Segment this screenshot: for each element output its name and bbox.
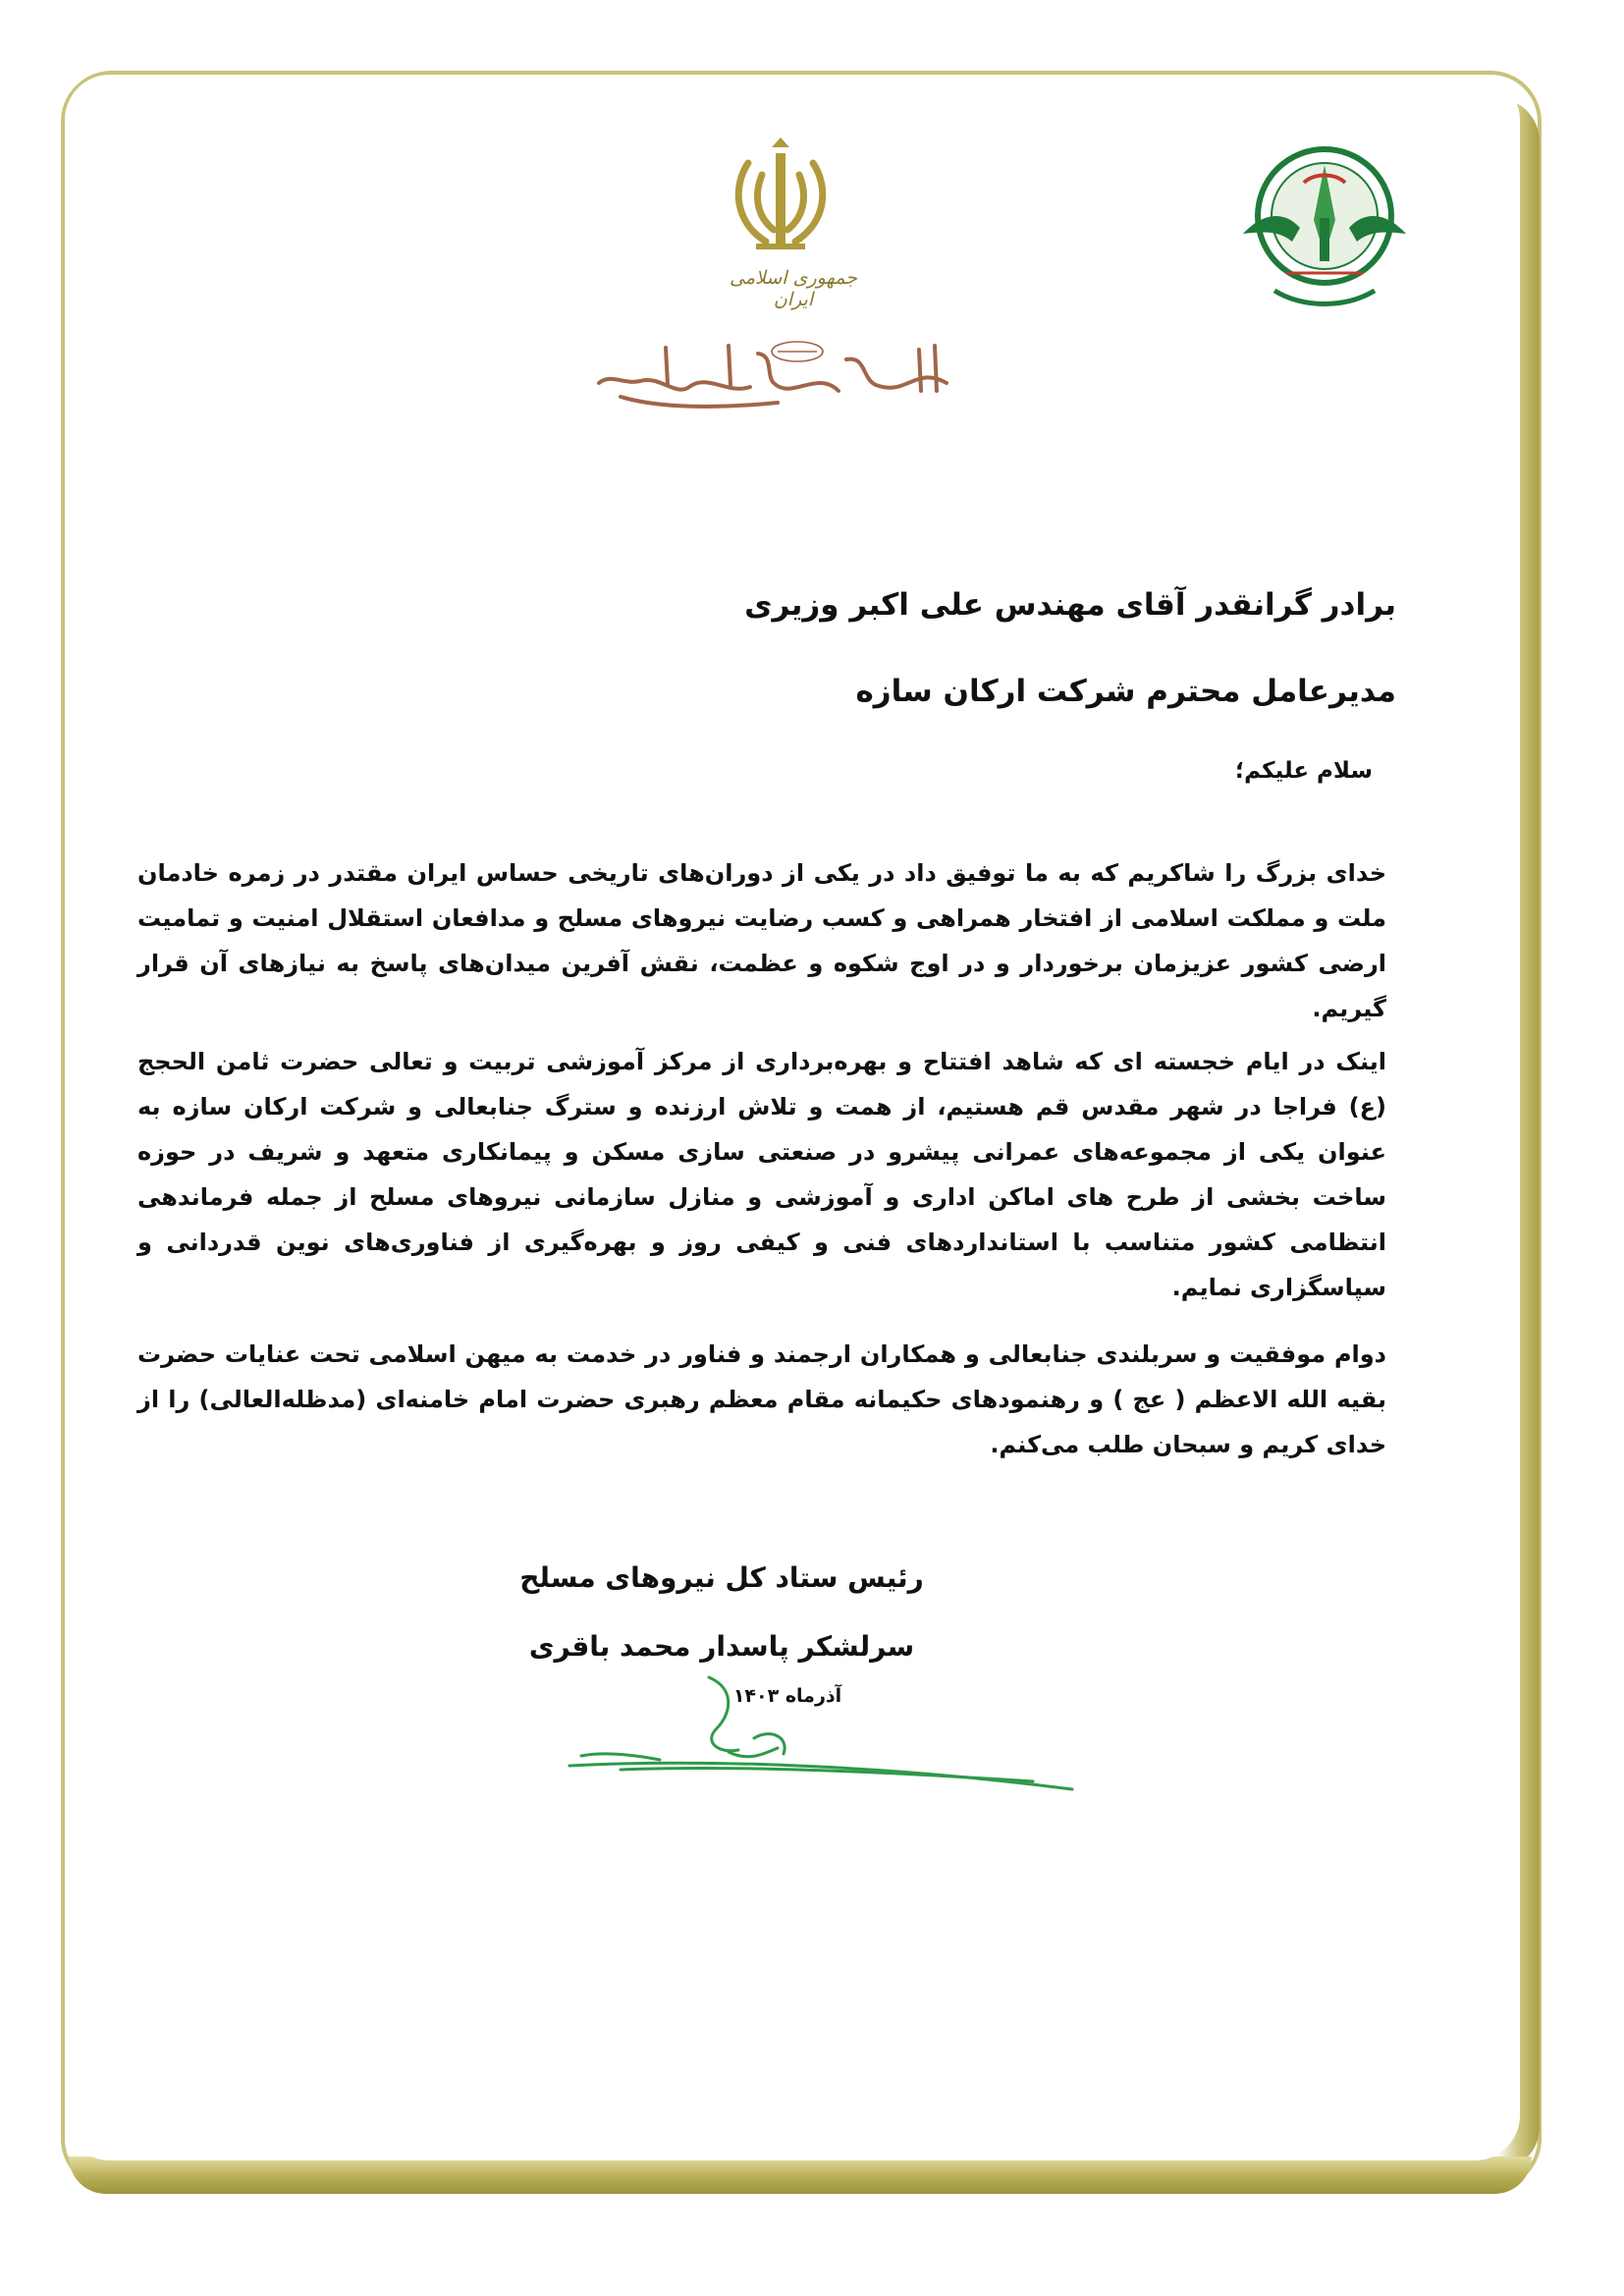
signatory-title: رئیس ستاد کل نیروهای مسلح [519, 1561, 924, 1594]
frame-bottom-band [69, 2157, 1532, 2194]
greeting: سلام علیکم؛ [1234, 758, 1373, 784]
armed-forces-seal-icon [1235, 126, 1414, 322]
emblem-caption: جمهوری اسلامی ایران [730, 267, 857, 310]
signatory-name: سرلشکر پاسدار محمد باقری [528, 1630, 915, 1663]
iran-emblem-icon [727, 136, 835, 263]
handwritten-signature [562, 1660, 1082, 1807]
recipient-title: مدیرعامل محترم شرکت ارکان سازه [855, 674, 1396, 709]
body-paragraph: اینک در ایام خجسته ای که شاهد افتتاح و بهره‌برداری از مرکز آموزشی تربیت و تعالی حضرت ثامن الحجج (ع) فراجا در شهر مقدس قم هستیم، از همت و تلاش ارزنده و سترگ جنابعالی و شرکت ارکان سازه به عنوان یکی از مجموعه‌های عمرانی پیشرو در صنعتی سازی مسکن و پیمانکاری متعهد و شریف در حوزه ساخت بخشی از طرح های اماکن اداری و آموزشی و منازل سازمانی نیروهای مسلح از جمله فرماندهی انتظامی کشور متناسب با استانداردهای فنی و کیفی روز و بهره‌گیری از فناوری‌های نوین قدردانی و سپاسگزاری نمایم. [137, 1048, 1386, 1301]
body-paragraph: دوام موفقیت و سربلندی جنابعالی و همکاران ارجمند و فناور در خدمت به میهن اسلامی تحت عنایات حضرت بقیه الله الاعظم ( عج ) و رهنمودهای حکیمانه مقام معظم رهبری حضرت امام خامنه‌ای (مدظله‌العالی) را از خدای کریم و سبحان طلب می‌کنم. [137, 1340, 1386, 1458]
letter-date: آذرماه ۱۴۰۳ [732, 1685, 842, 1707]
basmala-calligraphy [581, 326, 964, 416]
body-paragraph: خدای بزرگ را شاکریم که به ما توفیق داد در یکی از دوران‌های تاریخی حساس ایران مقتدر در زمره خادمان ملت و مملکت اسلامی از افتخار همراهی و کسب رضایت نیروهای مسلح و مدافعان استقلال امنیت و تمامیت ارضی کشور عزیزمان برخوردار و در اوج شکوه و عظمت، نقش آفرین میدان‌های پاسخ به نیازهای آن قرار گیریم. [137, 859, 1386, 1022]
recipient-name: برادر گرانقدر آقای مهندس علی اکبر وزیری [744, 587, 1396, 623]
